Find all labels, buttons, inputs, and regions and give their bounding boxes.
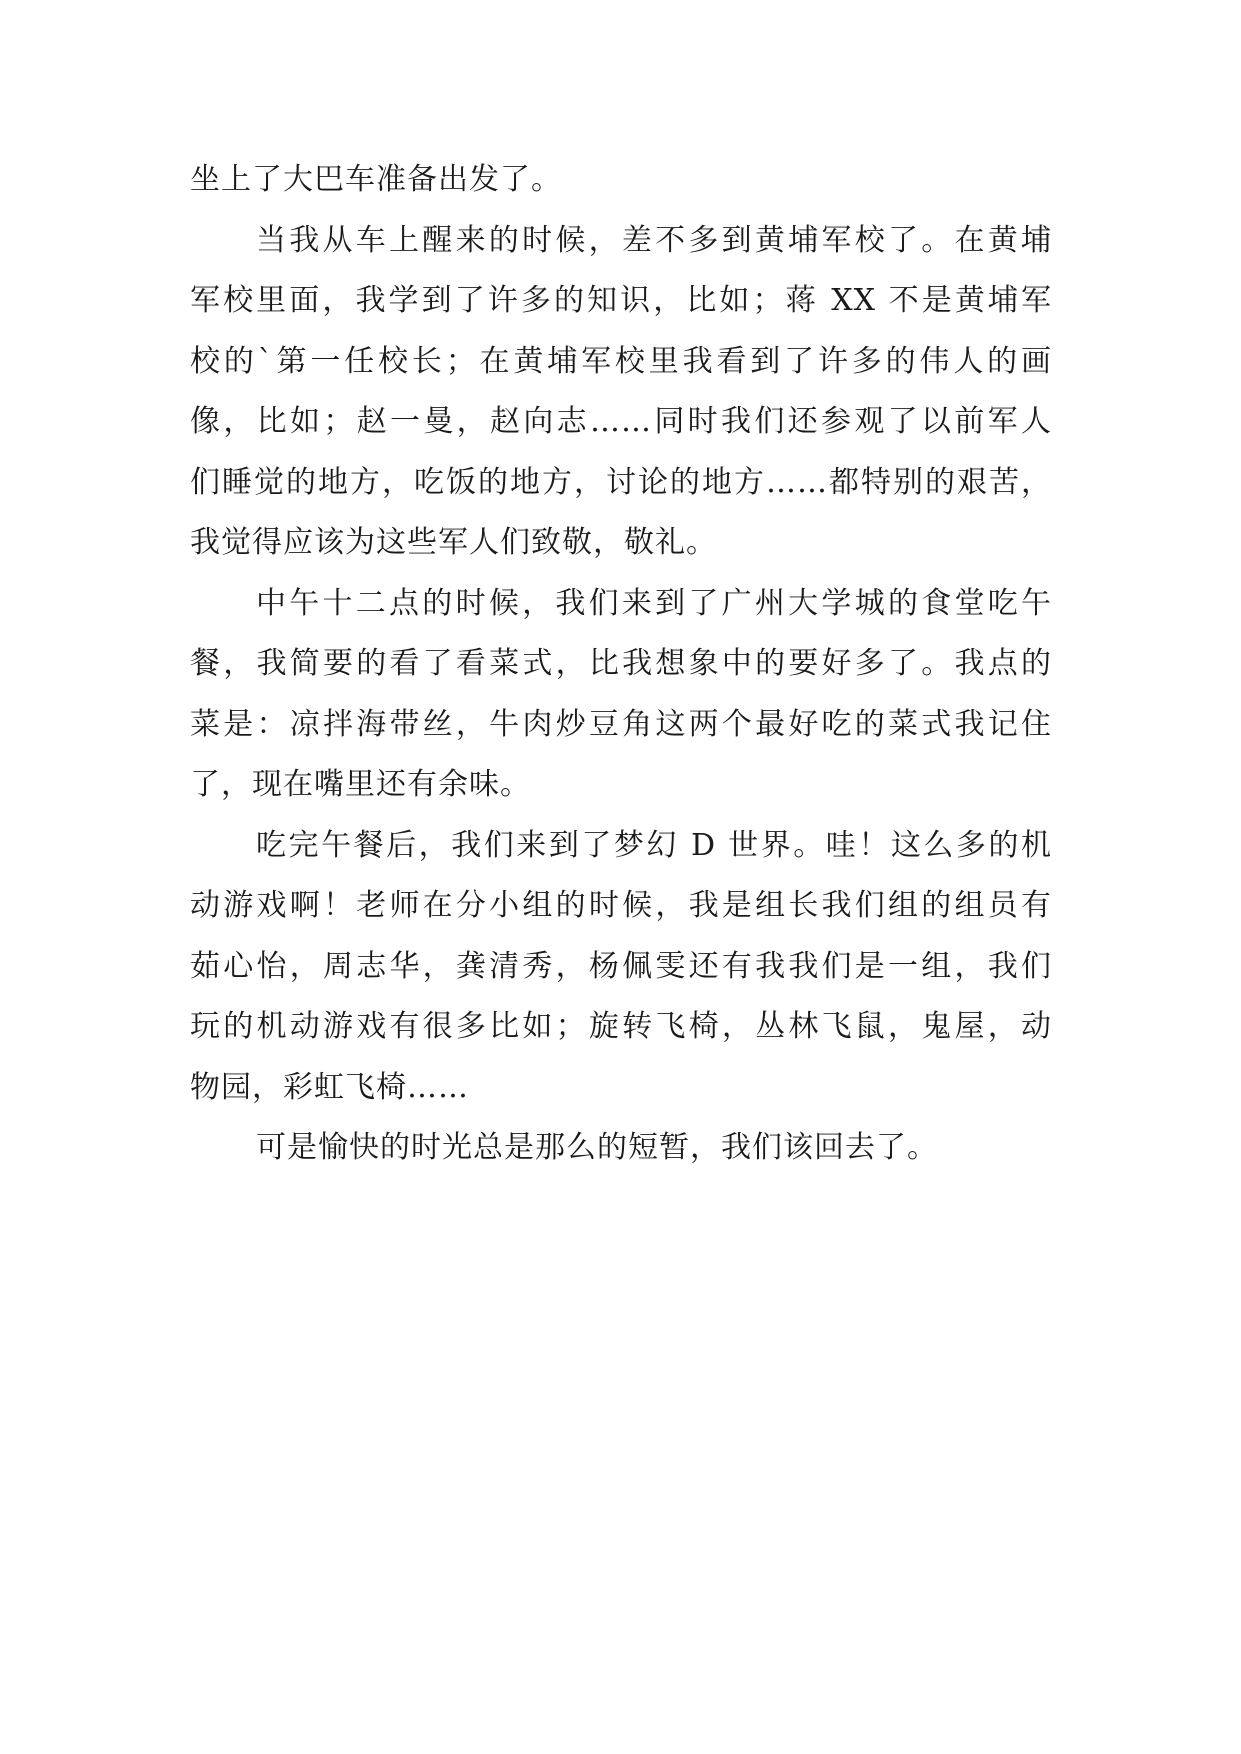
- paragraph-start-line: 中午十二点的时候，我们来到了广州大学城的食堂吃午: [256, 585, 1052, 621]
- text-line: 动游戏啊！老师在分小组的时候，我是组长我们组的组员有: [190, 888, 1052, 923]
- text-line: 了，现在嘴里还有余味。: [190, 767, 531, 802]
- text-line: 坐上了大巴车准备出发了。: [190, 162, 562, 197]
- paragraph-start-line: 可是愉快的时光总是那么的短暂，我们该回去了。: [256, 1130, 938, 1165]
- text-line: 军校里面，我学到了许多的知识，比如；蒋 XX 不是黄埔军: [190, 283, 1052, 318]
- text-line: 校的`第一任校长；在黄埔军校里我看到了许多的伟人的画: [190, 343, 1052, 379]
- text-line: 像，比如；赵一曼，赵向志……同时我们还参观了以前军人: [190, 404, 1052, 439]
- text-line: 们睡觉的地方，吃饭的地方，讨论的地方……都特别的艰苦，: [190, 464, 1052, 500]
- text-line: 玩的机动游戏有很多比如；旋转飞椅，丛林飞鼠，鬼屋，动: [190, 1009, 1052, 1044]
- document-body: [190, 150, 1052, 1179]
- paragraph-start-line: 当我从车上醒来的时候，差不多到黄埔军校了。在黄埔: [256, 222, 1052, 258]
- text-line: 物园，彩虹飞椅……: [190, 1069, 469, 1105]
- text-line: 菜是：凉拌海带丝，牛肉炒豆角这两个最好吃的菜式我记住: [190, 706, 1052, 742]
- text-line: 茹心怡，周志华，龚清秀，杨佩雯还有我我们是一组，我们: [190, 948, 1052, 984]
- paragraph-start-line: 吃完午餐后，我们来到了梦幻 D 世界。哇！这么多的机: [256, 827, 1052, 863]
- text-line: 餐，我简要的看了看菜式，比我想象中的要好多了。我点的: [190, 646, 1052, 681]
- text-line: 我觉得应该为这些军人们致敬，敬礼。: [190, 525, 717, 560]
